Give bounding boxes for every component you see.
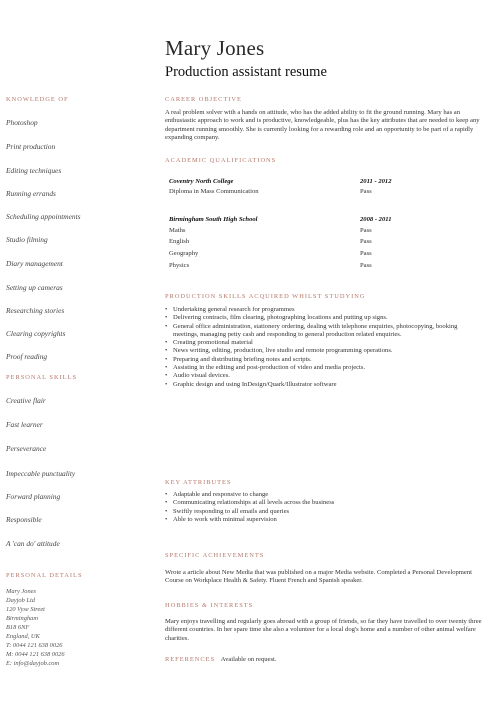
personal-details-title: PERSONAL DETAILS (6, 572, 83, 579)
subject-grade: Pass (360, 238, 372, 245)
subject-row (165, 262, 483, 271)
contact-line: Dayjob Ltd (6, 597, 35, 604)
school-row (165, 216, 483, 225)
subject-name: Geography (169, 250, 199, 257)
contact-mobile: M: 0044 121 638 0026 (6, 651, 65, 658)
attribute-item: • Able to work with minimal supervision (165, 516, 483, 524)
subject-grade: Pass (360, 188, 372, 195)
subject-grade: Pass (360, 250, 372, 257)
personal-skill-item: Impeccable punctuality (6, 469, 76, 478)
references-title: REFERENCES (165, 656, 216, 663)
skill-item: Diary management (6, 259, 63, 268)
objective-text: A real problem solver with a hands on attitude, who has the added ability to fit the ground running. Mary has an enthusiastic approach to work and is productive, knowledgeable, plus has the key attributes that are needed to keep any department running smoothly. She is currently looking for a rewarding role and an opportunity to be part of a rapidly expanding company. (165, 109, 480, 141)
contact-line: B18 6NF (6, 624, 30, 631)
school-years: 2011 - 2012 (360, 178, 392, 185)
achievements-text: Wrote a article about New Media that was published on a major Media website. Completed a Personal Development Course on Workplace Health & Safety. Fluent French and Spanish speaker. (165, 569, 472, 585)
personal-skill-item: Creative flair (6, 396, 46, 405)
production-item: • General office administration, stationery ordering, dealing with telephone enquiries, photocopying, booking meetings, managing petty cash and responding to general production related enquiries. (165, 323, 483, 340)
production-item: • News writing, editing, production, live studio and remote programming operations. (165, 347, 483, 355)
skill-item: Print production (6, 142, 56, 151)
production-item: • Audio visual devices. (165, 372, 483, 380)
resume-name: Mary Jones (165, 36, 265, 60)
personal-skill-item: Forward planning (6, 492, 61, 501)
skill-item: Running errands (6, 189, 56, 198)
contact-line: Mary Jones (6, 588, 36, 595)
school-row (165, 178, 483, 187)
skill-item: Editing techniques (6, 166, 62, 175)
achievements-title: SPECIFIC ACHIEVEMENTS (165, 552, 265, 559)
subject-row (165, 227, 483, 236)
references-row (165, 656, 277, 664)
skill-item: Clearing copyrights (6, 329, 66, 338)
attributes-title: KEY ATTRIBUTES (165, 479, 232, 486)
contact-line: England, UK (6, 633, 40, 640)
personal-skill-item: Responsible (6, 515, 42, 524)
personal-skills-title: PERSONAL SKILLS (6, 374, 78, 381)
production-item: • Preparing and distributing briefing notes and scripts. (165, 356, 483, 364)
subject-name: English (169, 238, 190, 245)
subject-name: Diploma in Mass Communication (169, 188, 259, 195)
subject-name: Physics (169, 262, 190, 269)
knowledge-title: KNOWLEDGE OF (6, 96, 69, 103)
subject-row (165, 250, 483, 259)
production-item: • Creating promotional material (165, 339, 483, 347)
skill-item: Researching stories (6, 306, 65, 315)
production-item: • Graphic design and using InDesign/Quark/Illustrator software (165, 381, 483, 389)
subject-grade: Pass (360, 227, 372, 234)
production-list (165, 306, 483, 389)
attribute-item: • Communicating relationships at all levels across the business (165, 499, 483, 507)
qualifications-title: ACADEMIC QUALIFICATIONS (165, 157, 277, 164)
objective-title: CAREER OBJECTIVE (165, 96, 242, 103)
subject-row (165, 238, 483, 247)
contact-phone: T: 0044 121 638 0026 (6, 642, 63, 649)
attribute-item: • Swiftly responding to all emails and queries (165, 508, 483, 516)
subject-grade: Pass (360, 262, 372, 269)
hobbies-title: HOBBIES & INTERESTS (165, 602, 254, 609)
production-title: PRODUCTION SKILLS ACQUIRED WHILST STUDYING (165, 293, 366, 300)
skill-item: Setting up cameras (6, 283, 63, 292)
school-name: Coventry North College (169, 178, 234, 185)
skill-item: Scheduling appointments (6, 212, 81, 221)
personal-skill-item: Perseverance (6, 444, 47, 453)
school-years: 2008 - 2011 (360, 216, 392, 223)
attribute-item: • Adaptable and responsive to change (165, 491, 483, 499)
skill-item: Photoshop (6, 118, 38, 127)
contact-line: 120 Vyse Street (6, 606, 45, 613)
contact-line: Birmingham (6, 615, 38, 622)
subject-row (165, 188, 483, 197)
resume-subtitle: Production assistant resume (165, 64, 327, 80)
production-item: • Assisting in the editing and post-production of video and media projects. (165, 364, 483, 372)
references-text: Available on request. (220, 656, 277, 663)
skill-item: Proof reading (6, 352, 48, 361)
subject-name: Maths (169, 227, 186, 234)
skill-item: Studio filming (6, 235, 48, 244)
school-name: Birmingham South High School (169, 216, 258, 223)
contact-email: E: info@dayjob.com (6, 660, 60, 667)
production-item: • Undertaking general research for programmes (165, 306, 483, 314)
hobbies-text: Mary enjoys travelling and regularly goes abroad with a group of friends, so far they have travelled to over twenty three different countries. In her spare time she also a volunteer for a local dog's home and a number of other animal welfare charities. (165, 618, 482, 642)
personal-skill-item: Fast learner (6, 420, 43, 429)
personal-skill-item: A 'can do' attitude (6, 539, 60, 548)
production-item: • Delivering contracts, film clearing, photographing locations and putting up signs. (165, 314, 483, 322)
attributes-list (165, 491, 483, 524)
